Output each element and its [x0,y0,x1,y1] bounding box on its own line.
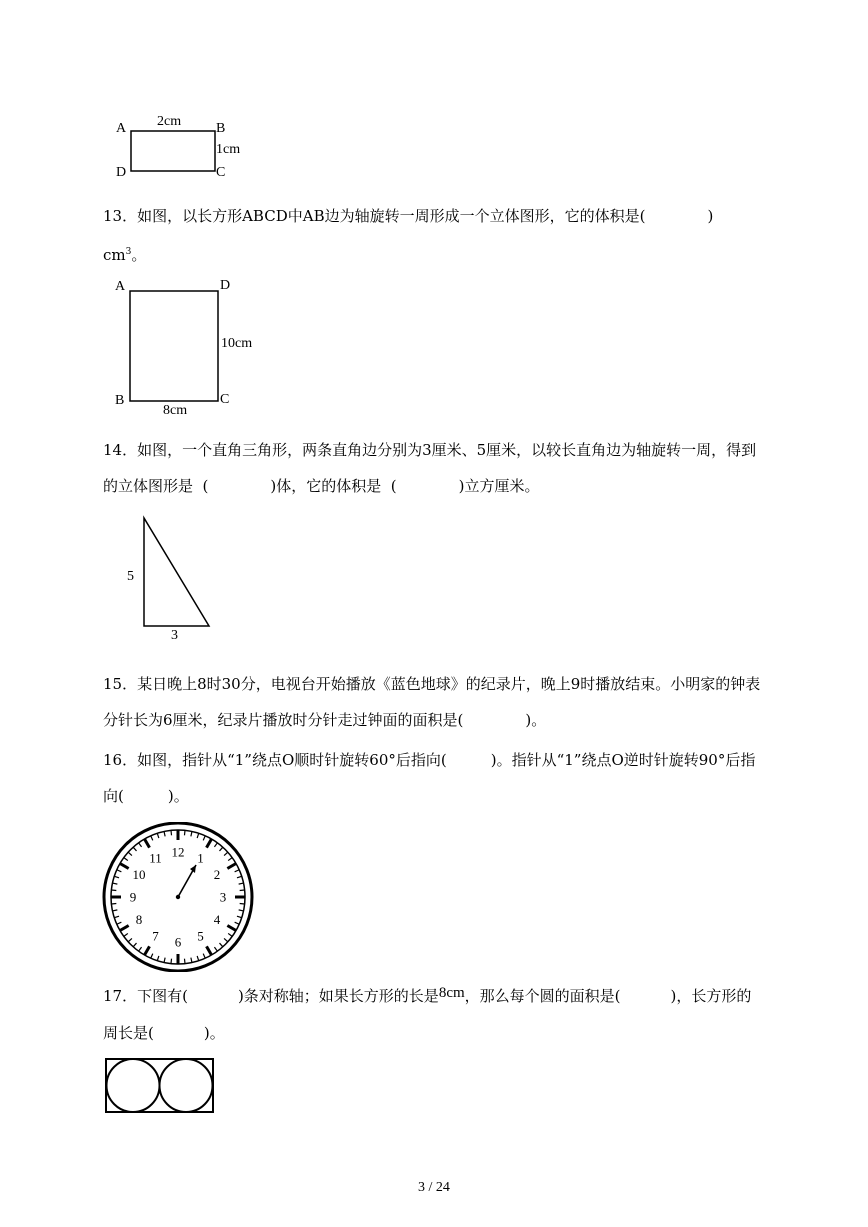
question-15 [103,666,765,738]
question-17 [103,978,765,1051]
q14-end: )立方厘米。 [458,477,540,495]
q17-text4: )，长方形的周长是( [103,987,752,1042]
clock-center-point [176,895,180,899]
q15-end: )。 [525,711,547,729]
q17-text1: 下图有( [137,987,188,1005]
clock-minute-tick [240,903,245,904]
clock-number: 2 [213,867,221,882]
figure-rect-tall [110,276,270,421]
q17-number: 17． [103,987,138,1005]
clock-number: 9 [129,889,137,905]
clock-minute-tick [171,830,172,835]
clock-minute-tick [111,890,116,891]
label-width: 2cm [157,114,182,129]
clock-minute-tick [184,830,185,835]
clock-number: 11 [149,850,162,866]
q17-end: )。 [203,1024,225,1042]
label-c: C [216,165,226,180]
q15-text: 某日晚上8时30分，电视台开始播放《蓝色地球》的纪录片，晚上9时播放结束。小明家的钟表分针长为6厘米，纪录片播放时分针走过钟面的面积是( [103,675,761,729]
figure-rect-small [110,110,260,185]
figure-two-circles [104,1057,216,1115]
clock-face [102,822,254,972]
two-circles-shape [104,1057,216,1115]
clock-minute-tick [111,903,116,904]
q14-number: 14． [103,441,138,459]
q17-text2: )条对称轴；如果长方形的长是 [237,987,439,1005]
clock-minute-tick [171,959,172,964]
clock-minute-tick [240,890,245,891]
q13-unit: cm [103,246,126,264]
q17-length: 8cm [438,985,465,1001]
label-c: C [220,392,230,407]
circle-right [160,1059,213,1112]
q16-text2: )。指针从“1”绕点O逆时针旋转90°后指向( [103,751,756,805]
q13-end: 。 [131,246,147,264]
q16-end: )。 [167,787,189,805]
q16-number: 16． [103,751,138,769]
q13-number: 13． [103,207,138,225]
question-13 [103,198,765,273]
clock-number: 7 [152,928,159,944]
q17-text3: ，那么每个圆的面积是( [464,987,621,1005]
clock-minute-tick [184,959,185,964]
label-b: B [115,393,125,408]
label-d: D [116,165,127,180]
clock-number: 3 [219,889,227,905]
label-a: A [115,279,126,294]
q16-text1: 如图，指针从“1”绕点O顺时针旋转60°后指向( [137,751,447,769]
q14-mid: )体，它的体积是 [270,477,382,495]
q13-close: ) [707,207,714,225]
circle-left [107,1059,160,1112]
clock-number: 8 [135,912,143,927]
clock-number: 6 [174,934,182,950]
clock-number: 10 [132,867,146,882]
triangle-shape [120,512,230,647]
clock-number: 5 [197,928,204,944]
label-b: B [216,121,226,136]
clock-number: 12 [171,844,185,860]
figure-triangle [120,512,230,647]
label-d: D [220,278,231,293]
label-a: A [116,121,127,136]
q13-unit-sup: 3 [125,247,132,257]
label-height: 1cm [216,142,241,157]
label-height: 10cm [221,336,253,351]
clock-figure [102,822,254,972]
label-height: 5 [127,569,134,584]
label-width: 8cm [163,403,188,418]
label-base: 3 [171,628,178,643]
clock-number: 1 [197,850,204,866]
q15-number: 15． [103,675,138,693]
question-14: 14．如图，一个直角三角形，两条直角边分别为3厘米、5厘米，以较长直角边为轴旋转一周，得到的立体图形是 ( )体，它的体积是 ( )立方厘米。 [103,441,757,495]
clock-number: 4 [213,912,221,927]
page-number: 3 / 24 [418,1180,450,1195]
q14-text: 如图，一个直角三角形，两条直角边分别为3厘米、5厘米，以较长直角边为轴旋转一周，得到的立体图形是 [103,441,757,495]
q13-text: 如图，以长方形ABCD中AB边为轴旋转一周形成一个立体图形，它的体积是( [137,207,646,225]
question-16 [103,742,765,814]
